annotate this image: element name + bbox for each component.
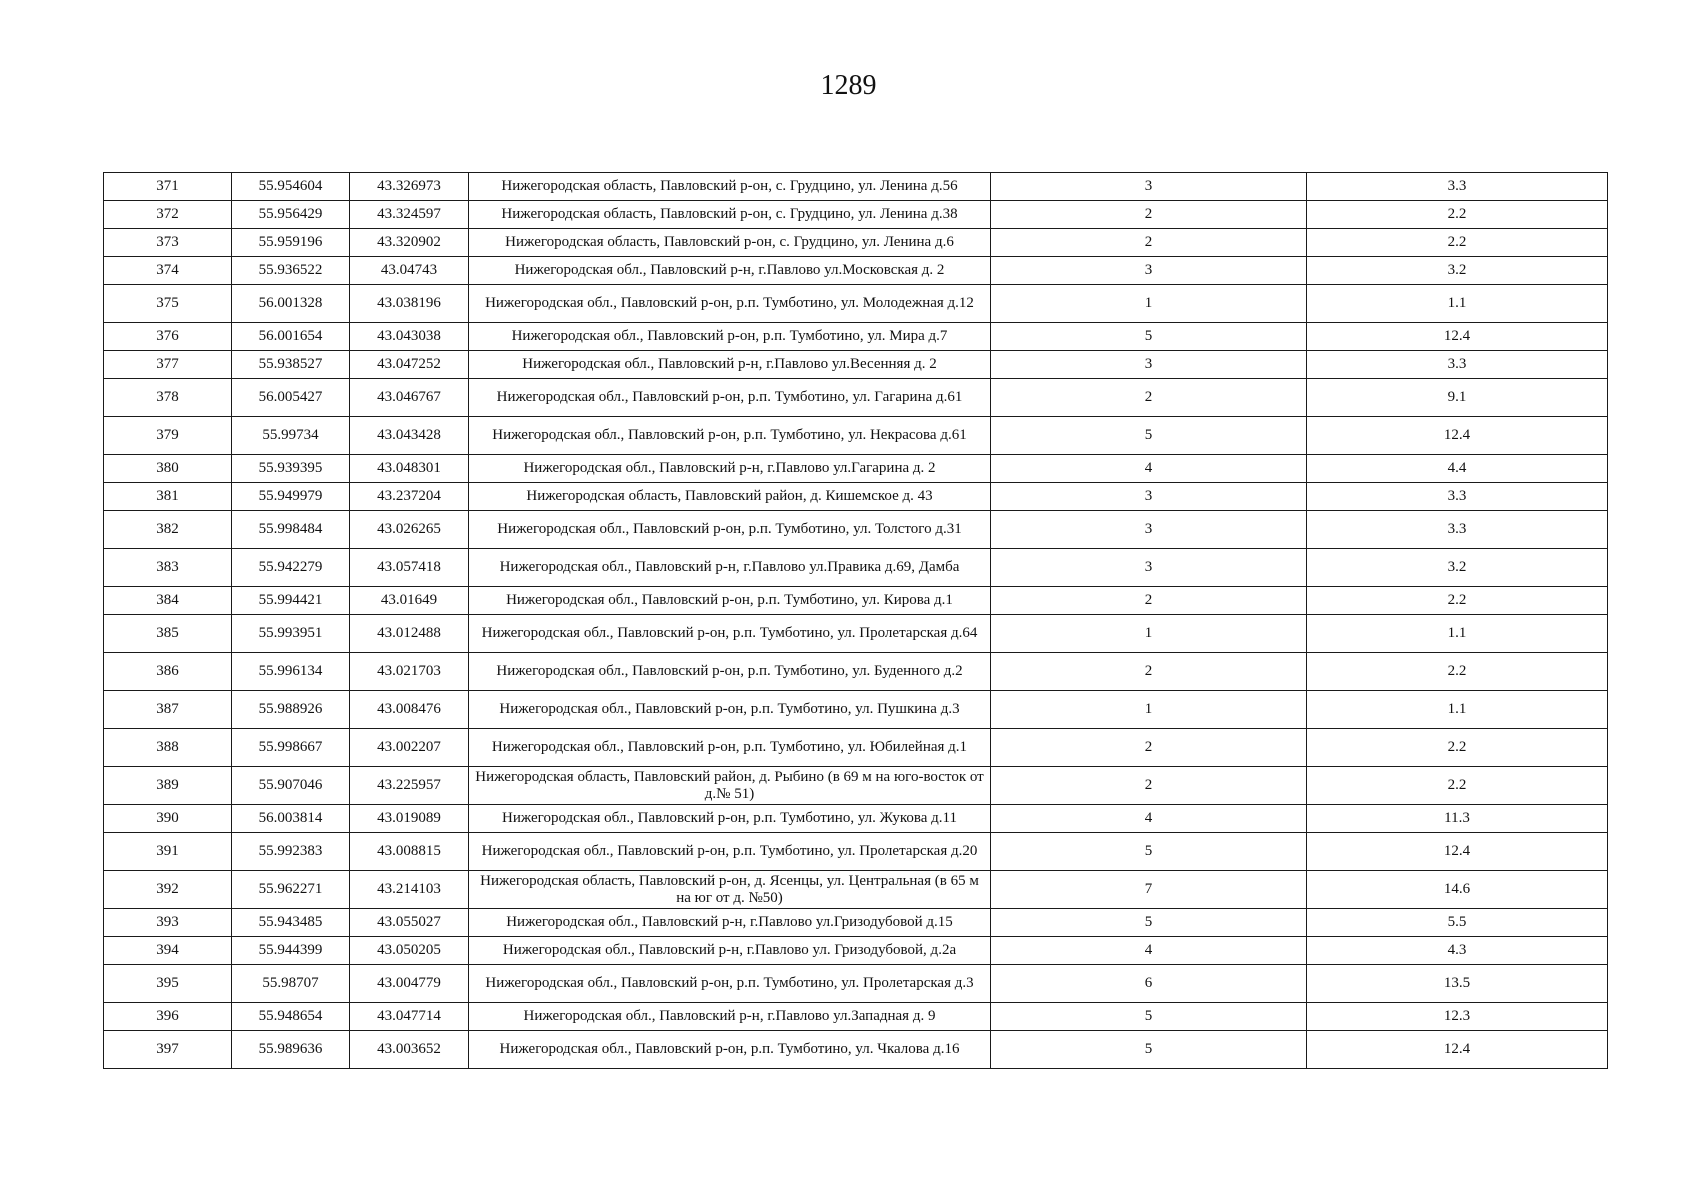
row-number-cell: 380 xyxy=(104,455,232,483)
count-cell: 2 xyxy=(991,767,1307,805)
count-cell: 2 xyxy=(991,587,1307,615)
value-cell: 14.6 xyxy=(1307,871,1608,909)
latitude-cell: 55.994421 xyxy=(232,587,350,615)
count-cell: 4 xyxy=(991,455,1307,483)
table-row xyxy=(104,351,1608,379)
table-row xyxy=(104,323,1608,351)
table-row xyxy=(104,1031,1608,1069)
latitude-cell: 55.907046 xyxy=(232,767,350,805)
row-number-cell: 382 xyxy=(104,511,232,549)
table-row xyxy=(104,417,1608,455)
longitude-cell: 43.237204 xyxy=(350,483,469,511)
longitude-cell: 43.038196 xyxy=(350,285,469,323)
count-cell: 3 xyxy=(991,351,1307,379)
longitude-cell: 43.002207 xyxy=(350,729,469,767)
table-row xyxy=(104,909,1608,937)
row-number-cell: 375 xyxy=(104,285,232,323)
count-cell: 3 xyxy=(991,257,1307,285)
table-row xyxy=(104,229,1608,257)
latitude-cell: 55.992383 xyxy=(232,833,350,871)
longitude-cell: 43.012488 xyxy=(350,615,469,653)
address-cell: Нижегородская обл., Павловский р-н, г.Павлово ул.Правика д.69, Дамба xyxy=(469,549,991,587)
page-number: 1289 xyxy=(820,70,877,101)
table-body xyxy=(104,173,1608,1069)
count-cell: 2 xyxy=(991,653,1307,691)
longitude-cell: 43.043428 xyxy=(350,417,469,455)
table-row xyxy=(104,965,1608,1003)
address-cell: Нижегородская обл., Павловский р-он, р.п. Тумботино, ул. Жукова д.11 xyxy=(469,805,991,833)
longitude-cell: 43.043038 xyxy=(350,323,469,351)
address-cell: Нижегородская обл., Павловский р-он, р.п. Тумботино, ул. Мира д.7 xyxy=(469,323,991,351)
table-row xyxy=(104,691,1608,729)
row-number-cell: 377 xyxy=(104,351,232,379)
value-cell: 12.4 xyxy=(1307,1031,1608,1069)
table-row xyxy=(104,201,1608,229)
longitude-cell: 43.004779 xyxy=(350,965,469,1003)
longitude-cell: 43.008476 xyxy=(350,691,469,729)
row-number-cell: 373 xyxy=(104,229,232,257)
address-cell: Нижегородская обл., Павловский р-он, р.п. Тумботино, ул. Гагарина д.61 xyxy=(469,379,991,417)
table-row xyxy=(104,379,1608,417)
row-number-cell: 397 xyxy=(104,1031,232,1069)
address-cell: Нижегородская обл., Павловский р-он, р.п. Тумботино, ул. Буденного д.2 xyxy=(469,653,991,691)
longitude-cell: 43.046767 xyxy=(350,379,469,417)
count-cell: 3 xyxy=(991,483,1307,511)
address-cell: Нижегородская обл., Павловский р-он, р.п. Тумботино, ул. Молодежная д.12 xyxy=(469,285,991,323)
longitude-cell: 43.214103 xyxy=(350,871,469,909)
row-number-cell: 372 xyxy=(104,201,232,229)
value-cell: 1.1 xyxy=(1307,285,1608,323)
address-cell: Нижегородская область, Павловский район, д. Рыбино (в 69 м на юго-восток от д.№ 51) xyxy=(469,767,991,805)
count-cell: 3 xyxy=(991,173,1307,201)
row-number-cell: 387 xyxy=(104,691,232,729)
address-cell: Нижегородская обл., Павловский р-н, г.Павлово ул. Гризодубовой, д.2а xyxy=(469,937,991,965)
address-cell: Нижегородская обл., Павловский р-н, г.Павлово ул.Гагарина д. 2 xyxy=(469,455,991,483)
count-cell: 5 xyxy=(991,833,1307,871)
count-cell: 1 xyxy=(991,691,1307,729)
address-cell: Нижегородская обл., Павловский р-он, р.п. Тумботино, ул. Юбилейная д.1 xyxy=(469,729,991,767)
latitude-cell: 55.944399 xyxy=(232,937,350,965)
value-cell: 3.2 xyxy=(1307,257,1608,285)
row-number-cell: 393 xyxy=(104,909,232,937)
table-row xyxy=(104,173,1608,201)
longitude-cell: 43.320902 xyxy=(350,229,469,257)
latitude-cell: 55.949979 xyxy=(232,483,350,511)
value-cell: 13.5 xyxy=(1307,965,1608,1003)
address-cell: Нижегородская область, Павловский р-он, с. Грудцино, ул. Ленина д.56 xyxy=(469,173,991,201)
longitude-cell: 43.057418 xyxy=(350,549,469,587)
value-cell: 12.4 xyxy=(1307,833,1608,871)
value-cell: 2.2 xyxy=(1307,767,1608,805)
row-number-cell: 383 xyxy=(104,549,232,587)
latitude-cell: 55.939395 xyxy=(232,455,350,483)
table-row xyxy=(104,455,1608,483)
longitude-cell: 43.04743 xyxy=(350,257,469,285)
latitude-cell: 55.936522 xyxy=(232,257,350,285)
address-cell: Нижегородская обл., Павловский р-н, г.Павлово ул.Весенняя д. 2 xyxy=(469,351,991,379)
address-cell: Нижегородская область, Павловский р-он, с. Грудцино, ул. Ленина д.6 xyxy=(469,229,991,257)
latitude-cell: 55.993951 xyxy=(232,615,350,653)
table-row xyxy=(104,483,1608,511)
latitude-cell: 55.98707 xyxy=(232,965,350,1003)
latitude-cell: 55.938527 xyxy=(232,351,350,379)
address-cell: Нижегородская обл., Павловский р-он, р.п. Тумботино, ул. Пушкина д.3 xyxy=(469,691,991,729)
table-row xyxy=(104,871,1608,909)
longitude-cell: 43.008815 xyxy=(350,833,469,871)
value-cell: 3.3 xyxy=(1307,483,1608,511)
value-cell: 11.3 xyxy=(1307,805,1608,833)
count-cell: 2 xyxy=(991,379,1307,417)
table-row xyxy=(104,511,1608,549)
row-number-cell: 379 xyxy=(104,417,232,455)
value-cell: 12.3 xyxy=(1307,1003,1608,1031)
row-number-cell: 395 xyxy=(104,965,232,1003)
table-row xyxy=(104,615,1608,653)
latitude-cell: 56.003814 xyxy=(232,805,350,833)
table-row xyxy=(104,937,1608,965)
table-row xyxy=(104,587,1608,615)
count-cell: 5 xyxy=(991,909,1307,937)
value-cell: 2.2 xyxy=(1307,587,1608,615)
count-cell: 4 xyxy=(991,937,1307,965)
latitude-cell: 55.942279 xyxy=(232,549,350,587)
row-number-cell: 389 xyxy=(104,767,232,805)
row-number-cell: 376 xyxy=(104,323,232,351)
latitude-cell: 55.956429 xyxy=(232,201,350,229)
latitude-cell: 55.988926 xyxy=(232,691,350,729)
value-cell: 1.1 xyxy=(1307,615,1608,653)
value-cell: 2.2 xyxy=(1307,653,1608,691)
row-number-cell: 386 xyxy=(104,653,232,691)
address-cell: Нижегородская обл., Павловский р-он, р.п. Тумботино, ул. Кирова д.1 xyxy=(469,587,991,615)
latitude-cell: 55.996134 xyxy=(232,653,350,691)
count-cell: 3 xyxy=(991,549,1307,587)
row-number-cell: 390 xyxy=(104,805,232,833)
count-cell: 1 xyxy=(991,285,1307,323)
longitude-cell: 43.047714 xyxy=(350,1003,469,1031)
table-row xyxy=(104,767,1608,805)
count-cell: 6 xyxy=(991,965,1307,1003)
table-row xyxy=(104,805,1608,833)
value-cell: 4.4 xyxy=(1307,455,1608,483)
latitude-cell: 55.954604 xyxy=(232,173,350,201)
value-cell: 2.2 xyxy=(1307,201,1608,229)
count-cell: 2 xyxy=(991,729,1307,767)
latitude-cell: 56.005427 xyxy=(232,379,350,417)
value-cell: 3.3 xyxy=(1307,511,1608,549)
value-cell: 1.1 xyxy=(1307,691,1608,729)
longitude-cell: 43.050205 xyxy=(350,937,469,965)
address-cell: Нижегородская обл., Павловский р-н, г.Павлово ул.Московская д. 2 xyxy=(469,257,991,285)
row-number-cell: 378 xyxy=(104,379,232,417)
longitude-cell: 43.003652 xyxy=(350,1031,469,1069)
latitude-cell: 55.998484 xyxy=(232,511,350,549)
address-cell: Нижегородская обл., Павловский р-он, р.п. Тумботино, ул. Некрасова д.61 xyxy=(469,417,991,455)
count-cell: 5 xyxy=(991,1031,1307,1069)
count-cell: 5 xyxy=(991,417,1307,455)
count-cell: 3 xyxy=(991,511,1307,549)
latitude-cell: 55.948654 xyxy=(232,1003,350,1031)
value-cell: 4.3 xyxy=(1307,937,1608,965)
address-cell: Нижегородская обл., Павловский р-он, р.п. Тумботино, ул. Пролетарская д.3 xyxy=(469,965,991,1003)
value-cell: 12.4 xyxy=(1307,323,1608,351)
longitude-cell: 43.055027 xyxy=(350,909,469,937)
longitude-cell: 43.047252 xyxy=(350,351,469,379)
value-cell: 5.5 xyxy=(1307,909,1608,937)
value-cell: 9.1 xyxy=(1307,379,1608,417)
row-number-cell: 374 xyxy=(104,257,232,285)
value-cell: 3.2 xyxy=(1307,549,1608,587)
table-row xyxy=(104,257,1608,285)
table-row xyxy=(104,285,1608,323)
address-cell: Нижегородская обл., Павловский р-он, р.п. Тумботино, ул. Пролетарская д.20 xyxy=(469,833,991,871)
row-number-cell: 371 xyxy=(104,173,232,201)
latitude-cell: 55.998667 xyxy=(232,729,350,767)
longitude-cell: 43.019089 xyxy=(350,805,469,833)
latitude-cell: 55.989636 xyxy=(232,1031,350,1069)
table-row xyxy=(104,729,1608,767)
table-row xyxy=(104,549,1608,587)
row-number-cell: 394 xyxy=(104,937,232,965)
count-cell: 7 xyxy=(991,871,1307,909)
row-number-cell: 384 xyxy=(104,587,232,615)
count-cell: 1 xyxy=(991,615,1307,653)
address-cell: Нижегородская обл., Павловский р-он, р.п. Тумботино, ул. Чкалова д.16 xyxy=(469,1031,991,1069)
latitude-cell: 56.001654 xyxy=(232,323,350,351)
value-cell: 2.2 xyxy=(1307,229,1608,257)
value-cell: 3.3 xyxy=(1307,351,1608,379)
count-cell: 2 xyxy=(991,201,1307,229)
address-cell: Нижегородская область, Павловский р-он, с. Грудцино, ул. Ленина д.38 xyxy=(469,201,991,229)
count-cell: 5 xyxy=(991,1003,1307,1031)
value-cell: 12.4 xyxy=(1307,417,1608,455)
value-cell: 2.2 xyxy=(1307,729,1608,767)
table-row xyxy=(104,833,1608,871)
table-row xyxy=(104,1003,1608,1031)
row-number-cell: 385 xyxy=(104,615,232,653)
latitude-cell: 55.943485 xyxy=(232,909,350,937)
longitude-cell: 43.026265 xyxy=(350,511,469,549)
count-cell: 2 xyxy=(991,229,1307,257)
latitude-cell: 56.001328 xyxy=(232,285,350,323)
latitude-cell: 55.99734 xyxy=(232,417,350,455)
address-cell: Нижегородская обл., Павловский р-он, р.п. Тумботино, ул. Толстого д.31 xyxy=(469,511,991,549)
count-cell: 5 xyxy=(991,323,1307,351)
table-row xyxy=(104,653,1608,691)
address-cell: Нижегородская область, Павловский район, д. Кишемское д. 43 xyxy=(469,483,991,511)
latitude-cell: 55.962271 xyxy=(232,871,350,909)
data-table xyxy=(103,172,1608,1069)
count-cell: 4 xyxy=(991,805,1307,833)
row-number-cell: 391 xyxy=(104,833,232,871)
value-cell: 3.3 xyxy=(1307,173,1608,201)
row-number-cell: 388 xyxy=(104,729,232,767)
longitude-cell: 43.021703 xyxy=(350,653,469,691)
longitude-cell: 43.01649 xyxy=(350,587,469,615)
address-cell: Нижегородская обл., Павловский р-н, г.Павлово ул.Западная д. 9 xyxy=(469,1003,991,1031)
row-number-cell: 381 xyxy=(104,483,232,511)
longitude-cell: 43.326973 xyxy=(350,173,469,201)
latitude-cell: 55.959196 xyxy=(232,229,350,257)
longitude-cell: 43.225957 xyxy=(350,767,469,805)
address-cell: Нижегородская обл., Павловский р-он, р.п. Тумботино, ул. Пролетарская д.64 xyxy=(469,615,991,653)
row-number-cell: 396 xyxy=(104,1003,232,1031)
longitude-cell: 43.048301 xyxy=(350,455,469,483)
address-cell: Нижегородская обл., Павловский р-н, г.Павлово ул.Гризодубовой д.15 xyxy=(469,909,991,937)
row-number-cell: 392 xyxy=(104,871,232,909)
longitude-cell: 43.324597 xyxy=(350,201,469,229)
address-cell: Нижегородская область, Павловский р-он, д. Ясенцы, ул. Центральная (в 65 м на юг от д. №50) xyxy=(469,871,991,909)
